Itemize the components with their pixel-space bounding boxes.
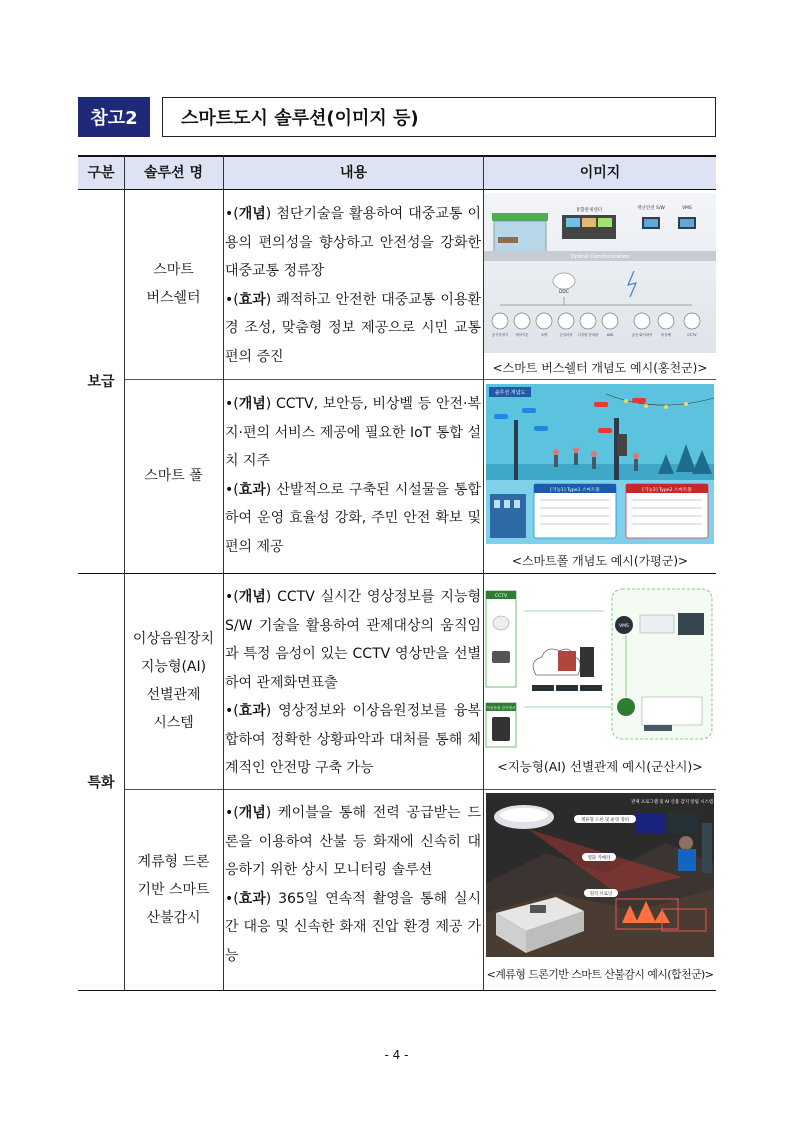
solution-content: •(개념) 첨단기술을 활용하여 대중교통 이용의 편의성을 향상하고 안전성을 강화한 대중교통 정류장 •(효과) 쾌적하고 안전한 대중교통 이용환경 조성, 맞춤형 정보 제공으로 시민 교통편의 증진 [225,206,481,365]
concept-label: 개념 [238,396,266,412]
solution-name: 계류형 드론 기반 스마트 산불감시 [137,853,210,926]
effect-label: 효과 [238,703,266,719]
image-caption: <지능형(AI) 선별관제 예시(군산시)> [497,759,703,774]
concept-label: 개념 [238,805,266,821]
image-caption: <계류형 드론기반 스마트 산불감시 예시(합천군)> [486,968,714,981]
solution-content: •(개념) CCTV, 보안등, 비상벨 등 안전·복지·편의 서비스 제공에 필요한 IoT 통합 설치 지주 •(효과) 산발적으로 구축된 시설물을 통합하여 운영 효율성 강화, 주민 안전 확보 및 편의 제공 [225,396,481,555]
solution-content: •(개념) 케이블을 통해 전력 공급받는 드론을 이용하여 산불 등 화재에 신속히 대응하기 위한 상시 모니터링 솔루션 •(효과) 365일 연속적 촬영을 통해 실시간 대응 및 신속한 화재 진압 환경 제공 가능 [225,805,481,964]
effect-text: 쾌적하고 안전한 대중교통 이용환경 조성, 맞춤형 정보 제공으로 시민 교통편의 증진 [225,291,481,365]
image-label: 온열의자 [559,333,573,337]
image-label: 디지털 안내판 [577,333,599,337]
image-label: DDC [558,290,570,295]
solution-content: •(개념) CCTV 실시간 영상정보를 지능형 S/W 기술을 활용하여 관제대상의 움직임과 특정 음성이 있는 CCTV 영상만을 선별하여 관제화면표출 •(효과) 영상정보와 이상음원정보를 융복합하여 정확한 상황파악과 대처를 통해 체계적인 안전망 구축 가능 [225,589,481,776]
image-caption: <스마트폴 개념도 예시(가평군)> [511,554,689,568]
page-number: - 4 - [384,1048,409,1062]
ai-monitoring-diagram [484,585,716,751]
image-label: 비상벨 [661,333,671,337]
image-label: 솔루션 개념도 [494,390,526,396]
bus-shelter-image-cell [484,193,716,377]
header-image: 이미지 [579,165,621,181]
image-caption: <스마트 버스쉘터 개념도 예시(홍천군)> [492,361,708,375]
image-label: 에어커튼 [515,333,529,337]
col-divider [223,155,224,991]
table-top-border [78,155,716,157]
smart-pole-image-cell [484,384,716,572]
solution-name: 스마트 버스쉘터 [146,262,201,306]
image-label: 조명 [540,333,548,337]
concept-text: 첨단기술을 활용하여 대중교통 이용의 편의성을 향상하고 안전성을 강화한 대중교통 정류장 [225,206,481,279]
effect-text: 365일 연속적 촬영을 통해 실시간 대응 및 신속한 화재 진압 환경 제공 가능 [225,890,481,964]
title-text: 스마트도시 솔루션(이미지 등) [162,97,716,137]
solution-name: 이상음원장치 지능형(AI) 선별관제 시스템 [132,631,215,731]
effect-label: 효과 [238,481,266,498]
effect-text: 영상정보와 이상음원정보를 융복합하여 정확한 상황파악과 대처를 통해 체계적인 안전망 구축 가능 [225,703,481,776]
category-supply: 보급 [87,374,115,390]
reference-tag: 참고2 [78,97,150,137]
image-label: 관제 프로그램 및 AI 산불 감지 알림 시스템 [631,800,713,805]
smart-pole-diagram [486,384,714,544]
concept-text: CCTV 실시간 영상정보를 지능형 S/W 기술을 활용하여 관제대상의 움직임과 특정 음성이 있는 CCTV 영상만을 선별하여 관제화면표출 [225,589,481,691]
image-label: 원격 브로잉 [589,892,613,897]
concept-label: 개념 [238,206,266,222]
image-label: VMS [682,206,692,211]
effect-text: 산발적으로 구축된 시설물을 통합하여 운영 효율성 강화, 주민 안전 확보 및 편의 제공 [225,481,481,555]
header-category: 구분 [87,165,115,181]
image-label: 열화 카메라 [587,856,611,861]
image-label: [기능2] Type2 스마트폴 [642,488,692,493]
category-special: 특화 [87,775,115,791]
drone-fire-diagram [486,793,714,957]
image-label: 공기청정기 [491,333,509,337]
image-label: 통합관제센터 [575,208,603,213]
concept-label: 개념 [238,589,266,605]
bus-shelter-diagram [484,193,716,353]
concept-text: 케이블을 통해 전력 공급받는 드론을 이용하여 산불 등 화재에 신속히 대응하기 위한 상시 모니터링 솔루션 [225,805,481,878]
section-title [78,97,716,137]
drone-fire-image-cell [484,793,716,989]
ai-monitoring-image-cell [484,585,716,787]
image-label: 계류형 드론 및 운영 장비 [581,818,629,823]
image-label: DID [606,333,614,337]
header-content: 내용 [339,165,368,181]
image-label: [기능1] Type1 스마트폴 [550,488,600,493]
image-label: 공공 와이파이 [631,333,653,337]
image-label: CCTV [494,594,508,599]
image-label: CCTV [687,333,697,337]
solution-table [78,155,716,991]
concept-text: CCTV, 보안등, 비상벨 등 안전·복지·편의 서비스 제공에 필요한 IoT 통합 설치 지주 [225,396,481,469]
header-solution-name: 솔루션 명 [144,165,203,181]
image-label: 이상음원 감지센서 [486,706,516,710]
solution-name: 스마트 폴 [144,468,203,484]
image-label: VMS [619,624,629,629]
effect-label: 효과 [238,890,266,907]
image-label: Optical Communication [570,254,630,260]
image-label: 재난안전 S/W [637,206,665,211]
table-bottom-border [78,990,716,991]
effect-label: 효과 [238,291,266,308]
